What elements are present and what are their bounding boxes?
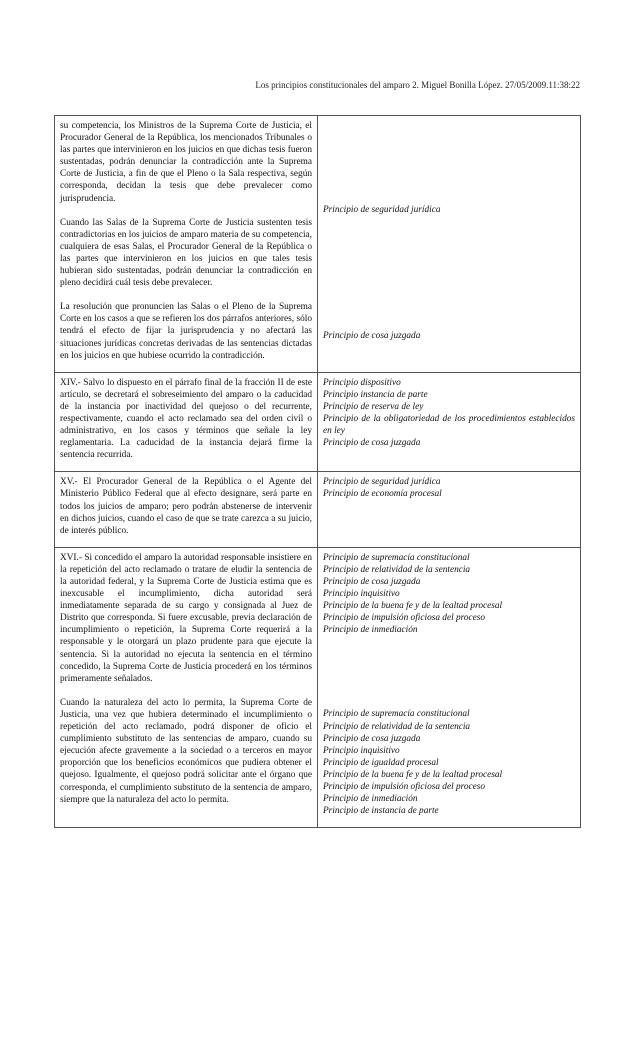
principle-item: Principio de relatividad de la sentencia	[323, 721, 471, 732]
principle-item: Principio de relatividad de la sentencia	[323, 564, 471, 575]
principle-item: Principio de impulsión oficiosa del proceso	[323, 613, 486, 624]
article-paragraph: La resolución que pronuncien las Salas o el Pleno de la Suprema Corte en los casos a que se refieren los dos párrafos anteriores, sólo tendrá el efecto de fijar la jurisprudencia y no afectará las situaciones jurídicas concretas derivadas de las sentencias dictadas en los juicios en que hubiese ocurrido la contradicción.	[60, 302, 312, 361]
principle-item: Principio de cosa juzgada	[323, 577, 421, 587]
principles-cell	[318, 372, 581, 472]
table-row	[55, 547, 581, 828]
principle-item: Principio instancia de parte	[323, 389, 428, 400]
table-row	[55, 116, 581, 373]
principle-item: Principio de igualdad procesal	[323, 757, 439, 768]
principle-item: Principio de cosa juzgada	[323, 438, 421, 449]
principle-item: Principio de supremacía constitucional	[323, 552, 470, 563]
principle-item: Principio de la obligatoriedad de los procedimientos establecidos en ley	[323, 413, 575, 437]
principle-item: Principio de la buena fe y de la lealtad procesal	[323, 601, 503, 612]
page-header: Los principios constitucionales del amparo 2. Miguel Bonilla López. 27/05/2009.11:38:22	[255, 80, 580, 90]
principle-item: Principio inquisitivo	[323, 589, 400, 600]
principle-item: Principio de seguridad jurídica	[323, 477, 441, 488]
articles-table	[54, 115, 581, 828]
principle-item: Principio inquisitivo	[323, 745, 400, 756]
principle-item: Principio de inmediación	[323, 625, 418, 636]
principles-cell	[318, 547, 581, 828]
principle-item: Principio de inmediación	[323, 794, 418, 805]
principle-item: Principio dispositivo	[323, 377, 401, 388]
principles-cell	[318, 472, 581, 547]
principles-cell	[318, 116, 581, 373]
article-paragraph: su competencia, los Ministros de la Suprema Corte de Justicia, el Procurador General de la República, los mencionados Tribunales o las partes que intervinieron en los juicios en que dichas tesis fueron sustentadas, podrán denunciar la contradicción ante la Suprema Corte de Justicia, a fin de que el Pleno o la Sala respectiva, según corresponda, decidan la tesis que debe prevalecer como jurisprudencia.	[60, 121, 312, 204]
article-paragraph: XIV.- Salvo lo dispuesto en el párrafo final de la fracción II de este artículo, se decretará el sobreseimiento del amparo o la caducidad de la instancia por inactividad del quejoso o del recurrente, respectivamente, cuando el acto reclamado sea del orden civil o administrativo, en los casos y términos que señale la ley reglamentaria. La caducidad de la instancia dejará firme la sentencia recurrida.	[60, 377, 312, 461]
article-paragraph: XVI.- Si concedido el amparo la autoridad responsable insistiere en la repetición del acto reclamado o tratare de eludir la sentencia de la autoridad federal, y la Suprema Corte de Justicia estima que es inexcusable el incumplimiento, dicha autoridad será inmediatamente separada de su cargo y consignada al Juez de Distrito que corresponda. Si fuere excusable, previa declaración de incumplimiento o repetición, la Suprema Corte requerirá a la responsable y le otorgará un plazo prudente para que ejecute la sentencia. Si la autoridad no ejecuta la sentencia en el término concedido, la Suprema Corte de Justicia procederá en los términos primeramente señalados.	[60, 552, 312, 684]
article-text-cell	[55, 472, 318, 547]
principle-item: Principio de la buena fe y de la lealtad procesal	[323, 769, 503, 780]
principle-item: Principio de reserva de ley	[323, 401, 424, 412]
table-row	[55, 472, 581, 547]
table-row	[55, 372, 581, 472]
principle-item: Principio de instancia de parte	[323, 806, 439, 817]
principle-item: Principio de cosa juzgada	[323, 733, 421, 744]
principle-item: Principio de economía procesal	[323, 489, 442, 500]
article-paragraph: Cuando las Salas de la Suprema Corte de Justicia sustenten tesis contradictorias en los juicios de amparo materia de su competencia, cualquiera de esas Salas, el Procurador General de la República o las partes que intervinieron en los juicios en que tales tesis hubieran sido sustentadas, podrán denunciar la contradicción en pleno decidirá cuál tesis debe prevalecer.	[60, 217, 312, 289]
principle-item: Principio de seguridad jurídica	[323, 205, 441, 215]
article-paragraph: Cuando la naturaleza del acto lo permita, la Suprema Corte de Justicia, una vez que hubiera determinado el incumplimiento o repetición del acto reclamado, podrá disponer de oficio el cumplimiento substituto de las sentencias de amparo, cuando su ejecución afecte gravemente a la sociedad o a terceros en mayor proporción que los beneficios económicos que pudiera obtener el quejoso. Igualmente, el quejoso podrá solicitar ante el órgano que corresponda, el cumplimiento substituto de la sentencia de amparo, siempre que la naturaleza del acto lo permita.	[60, 697, 312, 805]
article-paragraph: XV.- El Procurador General de la República o el Agente del Ministerio Público Federal que al efecto designare, será parte en todos los juicios de amparo; pero podrán abstenerse de intervenir en dichos juicios, cuando el caso de que se trate carezca a su juicio, de interés público.	[60, 477, 312, 536]
principle-item: Principio de supremacía constitucional	[323, 709, 470, 720]
article-text-cell	[55, 116, 318, 373]
principle-item: Principio de cosa juzgada	[323, 331, 421, 342]
article-text-cell	[55, 372, 318, 472]
article-text-cell	[55, 547, 318, 828]
principle-item: Principio de impulsión oficiosa del proceso	[323, 782, 486, 793]
